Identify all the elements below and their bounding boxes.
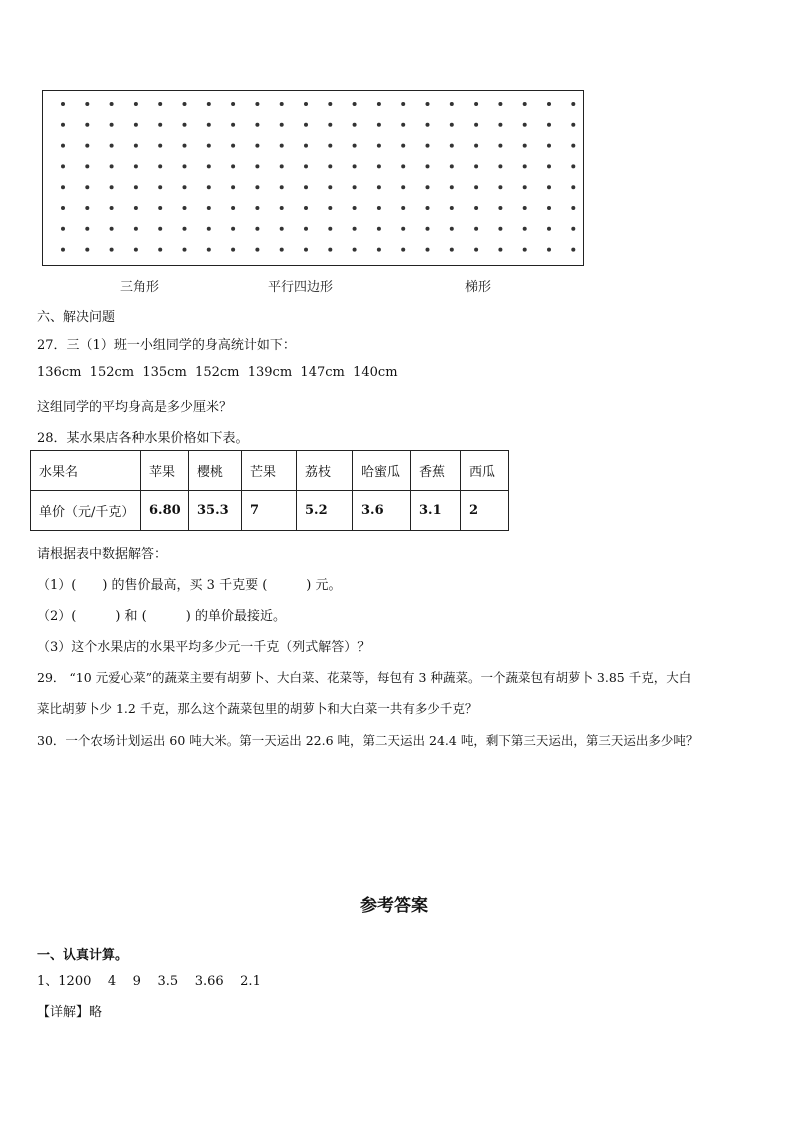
fruit-name: 樱桃 (189, 451, 242, 491)
fruit-name: 苹果 (141, 451, 189, 491)
grid-dot (231, 206, 235, 210)
grid-dot (134, 248, 138, 252)
grid-dot (523, 164, 527, 168)
grid-dot (426, 123, 430, 127)
grid-dot (571, 164, 575, 168)
grid-dot (255, 206, 259, 210)
grid-dot (280, 123, 284, 127)
grid-dot (85, 102, 89, 106)
grid-dot (231, 185, 235, 189)
question-28-1: （1）( ) 的售价最高，买 3 千克要 ( ) 元。 (37, 578, 342, 593)
grid-dot (498, 206, 502, 210)
grid-dot (353, 185, 357, 189)
grid-dot (85, 144, 89, 148)
grid-dot (280, 164, 284, 168)
section-6-heading: 六、解决问题 (37, 310, 116, 325)
grid-dot (571, 185, 575, 189)
fruit-price: 7 (242, 491, 297, 531)
grid-dot (377, 248, 381, 252)
fruit-name: 哈蜜瓜 (353, 451, 411, 491)
grid-dot (61, 248, 65, 252)
grid-dot (450, 144, 454, 148)
grid-dot (61, 227, 65, 231)
fruit-price: 2 (461, 491, 509, 531)
grid-dot (158, 227, 162, 231)
grid-dot (474, 164, 478, 168)
grid-dot (280, 185, 284, 189)
grid-dot (426, 227, 430, 231)
grid-dot (450, 185, 454, 189)
grid-dot (134, 144, 138, 148)
grid-dot (255, 123, 259, 127)
grid-dot (474, 206, 478, 210)
grid-dot (571, 102, 575, 106)
grid-dot (110, 102, 114, 106)
grid-dot (547, 185, 551, 189)
grid-dot (353, 123, 357, 127)
question-28: 28．某水果店各种水果价格如下表。 (37, 431, 249, 446)
question-29-line2: 菜比胡萝卜少 1.2 千克，那么这个蔬菜包里的胡萝卜和大白菜一共有多少千克？ (37, 701, 478, 716)
grid-dot (280, 102, 284, 106)
table-row (31, 451, 509, 491)
grid-dot (401, 144, 405, 148)
grid-dot (377, 102, 381, 106)
grid-dot (571, 206, 575, 210)
grid-dot (255, 248, 259, 252)
grid-dot (183, 123, 187, 127)
grid-dot (85, 206, 89, 210)
grid-dot (328, 248, 332, 252)
fruit-name: 香蕉 (411, 451, 461, 491)
label-trapezoid: 梯形 (465, 280, 492, 295)
grid-dot (498, 227, 502, 231)
header-label: 水果名 (31, 451, 141, 491)
grid-dot (328, 102, 332, 106)
fruit-price: 3.1 (411, 491, 461, 531)
grid-dot (547, 206, 551, 210)
grid-dot (110, 227, 114, 231)
fruit-price: 6.80 (141, 491, 189, 531)
grid-dot (377, 185, 381, 189)
grid-dot (134, 102, 138, 106)
grid-dot (183, 185, 187, 189)
grid-dot (401, 102, 405, 106)
grid-dot (401, 123, 405, 127)
grid-dot (426, 102, 430, 106)
grid-dot (158, 185, 162, 189)
grid-dot (158, 102, 162, 106)
grid-dot (377, 164, 381, 168)
table-row (31, 491, 509, 531)
grid-dot (304, 206, 308, 210)
grid-dot (110, 123, 114, 127)
grid-dot (498, 144, 502, 148)
grid-dot (328, 164, 332, 168)
grid-dot (328, 206, 332, 210)
grid-dot (401, 164, 405, 168)
grid-dot (183, 164, 187, 168)
grid-dot (498, 123, 502, 127)
grid-dot (280, 144, 284, 148)
grid-dot (426, 185, 430, 189)
grid-dot (401, 206, 405, 210)
grid-dot (207, 185, 211, 189)
grid-dot (134, 227, 138, 231)
grid-dot (401, 248, 405, 252)
grid-dot (85, 227, 89, 231)
grid-dot (450, 102, 454, 106)
fruit-price: 5.2 (297, 491, 353, 531)
grid-dot (401, 227, 405, 231)
grid-dot (158, 164, 162, 168)
grid-dot (377, 123, 381, 127)
grid-dot (328, 185, 332, 189)
grid-dot (207, 123, 211, 127)
grid-dot (85, 123, 89, 127)
fruit-price-table (30, 450, 509, 531)
grid-dot (304, 164, 308, 168)
grid-dot (498, 164, 502, 168)
grid-dot (474, 144, 478, 148)
grid-dot (85, 248, 89, 252)
grid-dot (183, 248, 187, 252)
grid-dot (231, 102, 235, 106)
answers-title: 参考答案 (360, 896, 428, 916)
grid-dot (207, 248, 211, 252)
grid-dot (207, 227, 211, 231)
grid-dot (231, 248, 235, 252)
grid-dot (401, 185, 405, 189)
grid-dot (255, 227, 259, 231)
grid-dot (280, 227, 284, 231)
grid-dot (304, 185, 308, 189)
grid-dot (110, 206, 114, 210)
grid-dot (110, 144, 114, 148)
grid-dot (85, 164, 89, 168)
dot-grid (42, 90, 584, 266)
grid-dot (547, 102, 551, 106)
grid-dot (523, 227, 527, 231)
grid-dot (353, 102, 357, 106)
grid-dot (377, 144, 381, 148)
grid-dot (450, 227, 454, 231)
grid-dot (255, 102, 259, 106)
grid-dot (571, 227, 575, 231)
grid-dot (110, 185, 114, 189)
grid-dot (304, 144, 308, 148)
grid-dot (547, 248, 551, 252)
grid-dot (61, 102, 65, 106)
grid-dot (231, 227, 235, 231)
fruit-name: 芒果 (242, 451, 297, 491)
grid-dot (498, 248, 502, 252)
grid-dot (328, 123, 332, 127)
grid-dot (304, 227, 308, 231)
grid-dot (377, 227, 381, 231)
grid-dot (328, 144, 332, 148)
question-29-line1: 29． “10 元爱心菜”的蔬菜主要有胡萝卜、大白菜、花菜等，每包有 3 种蔬菜。一个蔬菜包有胡萝卜 3.85 千克，大白 (37, 670, 692, 685)
grid-dot (61, 185, 65, 189)
grid-dot (158, 248, 162, 252)
label-parallelogram: 平行四边形 (268, 280, 334, 295)
grid-dot (498, 185, 502, 189)
grid-dot (183, 144, 187, 148)
grid-dot (61, 123, 65, 127)
grid-dot (377, 206, 381, 210)
grid-dot (547, 227, 551, 231)
grid-dot (547, 123, 551, 127)
grid-dot (183, 206, 187, 210)
grid-dot (280, 248, 284, 252)
grid-dot (255, 185, 259, 189)
grid-dot (474, 248, 478, 252)
grid-dot (353, 248, 357, 252)
grid-dot (571, 144, 575, 148)
grid-dot (523, 123, 527, 127)
grid-dot (523, 185, 527, 189)
grid-dot (158, 144, 162, 148)
grid-dot (523, 206, 527, 210)
grid-dot (207, 144, 211, 148)
question-27-ask: 这组同学的平均身高是多少厘米？ (37, 400, 233, 415)
grid-dot (134, 185, 138, 189)
grid-dot (474, 102, 478, 106)
grid-dot (183, 102, 187, 106)
question-27: 27．三（1）班一小组同学的身高统计如下： (37, 338, 296, 353)
grid-dot (426, 144, 430, 148)
answer-1: 1、1200 4 9 3.5 3.66 2.1 (37, 974, 261, 989)
grid-dot (353, 206, 357, 210)
question-28-intro: 请根据表中数据解答： (37, 547, 168, 562)
fruit-name: 荔枝 (297, 451, 353, 491)
grid-dot (426, 206, 430, 210)
grid-dot (304, 248, 308, 252)
grid-dot (110, 248, 114, 252)
question-28-2: （2）( ) 和 ( ) 的单价最接近。 (37, 609, 286, 624)
grid-dot (280, 206, 284, 210)
grid-dot (474, 123, 478, 127)
grid-dot (134, 206, 138, 210)
grid-dot (207, 102, 211, 106)
question-28-3: （3）这个水果店的水果平均多少元一千克（列式解答）？ (37, 640, 371, 655)
grid-dot (353, 227, 357, 231)
grid-dot (523, 102, 527, 106)
question-30: 30．一个农场计划运出 60 吨大米。第一天运出 22.6 吨，第二天运出 24.4 吨，剩下第三天运出，第三天运出多少吨？ (37, 733, 699, 748)
grid-dot (231, 164, 235, 168)
grid-dot (571, 123, 575, 127)
fruit-price: 3.6 (353, 491, 411, 531)
grid-dot (498, 102, 502, 106)
grid-dot (450, 206, 454, 210)
grid-dot (304, 102, 308, 106)
grid-dot (134, 164, 138, 168)
grid-dot (547, 144, 551, 148)
grid-dot (231, 123, 235, 127)
fruit-name: 西瓜 (461, 451, 509, 491)
grid-dot (255, 144, 259, 148)
grid-dot (450, 123, 454, 127)
label-triangle: 三角形 (120, 280, 160, 295)
grid-dot (547, 164, 551, 168)
grid-dot (571, 248, 575, 252)
grid-dot (110, 164, 114, 168)
grid-dot (207, 206, 211, 210)
grid-dot (328, 227, 332, 231)
grid-dot (255, 164, 259, 168)
answers-section-1: 一、认真计算。 (37, 948, 129, 963)
grid-dot (207, 164, 211, 168)
grid-dot (474, 185, 478, 189)
grid-dot (183, 227, 187, 231)
grid-dot (450, 248, 454, 252)
grid-dot (158, 206, 162, 210)
grid-dot (426, 248, 430, 252)
grid-dot (523, 248, 527, 252)
grid-dot (61, 144, 65, 148)
grid-dot (61, 206, 65, 210)
price-label: 单价（元/千克） (31, 491, 141, 531)
grid-dot (353, 164, 357, 168)
grid-dot (61, 164, 65, 168)
grid-dot (474, 227, 478, 231)
grid-dot (158, 123, 162, 127)
grid-dot (353, 144, 357, 148)
grid-dot (450, 164, 454, 168)
height-data: 136cm 152cm 135cm 152cm 139cm 147cm 140cm (37, 365, 398, 380)
grid-dot (304, 123, 308, 127)
grid-dot (231, 144, 235, 148)
fruit-price: 35.3 (189, 491, 242, 531)
grid-dot (85, 185, 89, 189)
grid-dot (523, 144, 527, 148)
answer-detail: 【详解】略 (37, 1005, 103, 1020)
grid-dot (134, 123, 138, 127)
grid-dot (426, 164, 430, 168)
